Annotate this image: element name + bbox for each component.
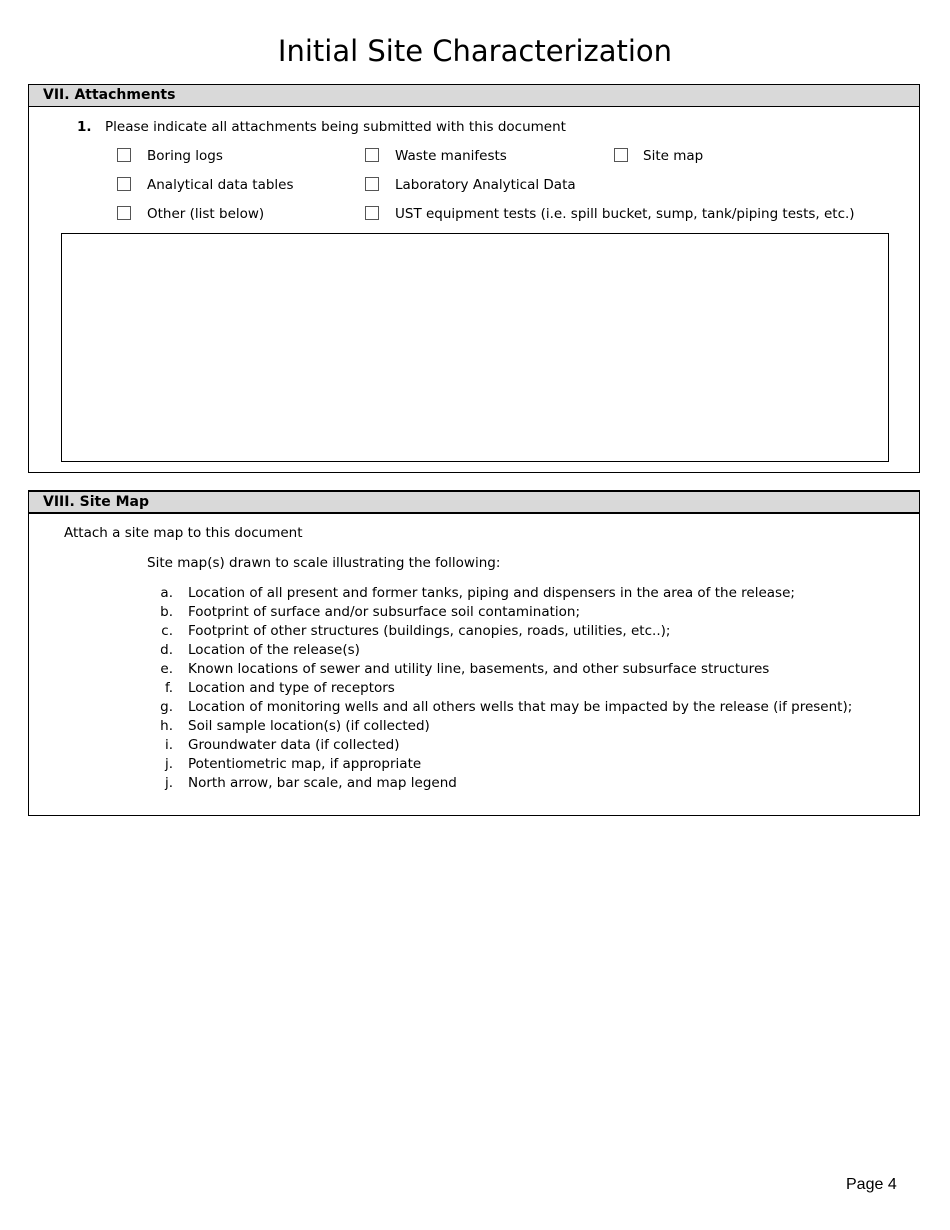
option-label-site-map: Site map xyxy=(643,148,704,164)
list-item-marker: c. xyxy=(161,623,173,639)
checkbox-other[interactable] xyxy=(117,206,131,220)
question-number: 1. xyxy=(77,119,92,135)
list-item-text: Known locations of sewer and utility line, basements, and other subsurface structures xyxy=(188,661,770,677)
list-item-marker: i. xyxy=(164,737,173,753)
list-item-text: Potentiometric map, if appropriate xyxy=(188,756,422,772)
site-map-instruction: Attach a site map to this document xyxy=(64,525,303,541)
page-title: Initial Site Characterization xyxy=(277,34,673,68)
list-item-marker: g. xyxy=(160,699,173,715)
list-item-text: North arrow, bar scale, and map legend xyxy=(188,775,457,791)
attachments-section xyxy=(28,84,920,473)
page-number: Page 4 xyxy=(846,1176,897,1193)
checkbox-ust-equipment-tests[interactable] xyxy=(365,206,379,220)
list-item-text: Footprint of surface and/or subsurface soil contamination; xyxy=(188,604,581,620)
list-item-text: Location of monitoring wells and all others wells that may be impacted by the release (if present); xyxy=(188,699,853,715)
list-item-marker: f. xyxy=(164,680,173,696)
list-item-text: Groundwater data (if collected) xyxy=(188,737,400,753)
site-map-section-header: VIII. Site Map xyxy=(29,492,919,514)
option-label-waste-manifests: Waste manifests xyxy=(395,148,507,164)
list-item-text: Footprint of other structures (buildings, canopies, roads, utilities, etc..); xyxy=(188,623,671,639)
site-map-section xyxy=(28,490,920,816)
attachments-section-header: VII. Attachments xyxy=(29,85,919,107)
checkbox-analytical-data-tables[interactable] xyxy=(117,177,131,191)
list-item-marker: j. xyxy=(164,756,173,772)
checkbox-laboratory-analytical-data[interactable] xyxy=(365,177,379,191)
list-item-text: Soil sample location(s) (if collected) xyxy=(188,718,430,734)
option-label-analytical-data-tables: Analytical data tables xyxy=(147,177,294,193)
checkbox-waste-manifests[interactable] xyxy=(365,148,379,162)
list-item-marker: j. xyxy=(164,775,173,791)
list-item-marker: e. xyxy=(160,661,173,677)
checkbox-boring-logs[interactable] xyxy=(117,148,131,162)
list-item-text: Location and type of receptors xyxy=(188,680,395,696)
checkbox-site-map[interactable] xyxy=(614,148,628,162)
list-item-marker: h. xyxy=(160,718,173,734)
site-map-subheading: Site map(s) drawn to scale illustrating the following: xyxy=(147,555,501,571)
list-item-marker: b. xyxy=(160,604,173,620)
question-text: Please indicate all attachments being submitted with this document xyxy=(105,119,566,135)
option-label-laboratory-analytical-data: Laboratory Analytical Data xyxy=(395,177,576,193)
list-item-marker: a. xyxy=(160,585,173,601)
option-label-boring-logs: Boring logs xyxy=(147,148,223,164)
list-item-marker: d. xyxy=(160,642,173,658)
list-item-text: Location of the release(s) xyxy=(188,642,360,658)
option-label-ust-equipment-tests: UST equipment tests (i.e. spill bucket, sump, tank/piping tests, etc.) xyxy=(395,206,855,222)
other-attachments-textbox[interactable] xyxy=(61,233,889,462)
list-item-text: Location of all present and former tanks, piping and dispensers in the area of the release; xyxy=(188,585,795,601)
option-label-other: Other (list below) xyxy=(147,206,265,222)
